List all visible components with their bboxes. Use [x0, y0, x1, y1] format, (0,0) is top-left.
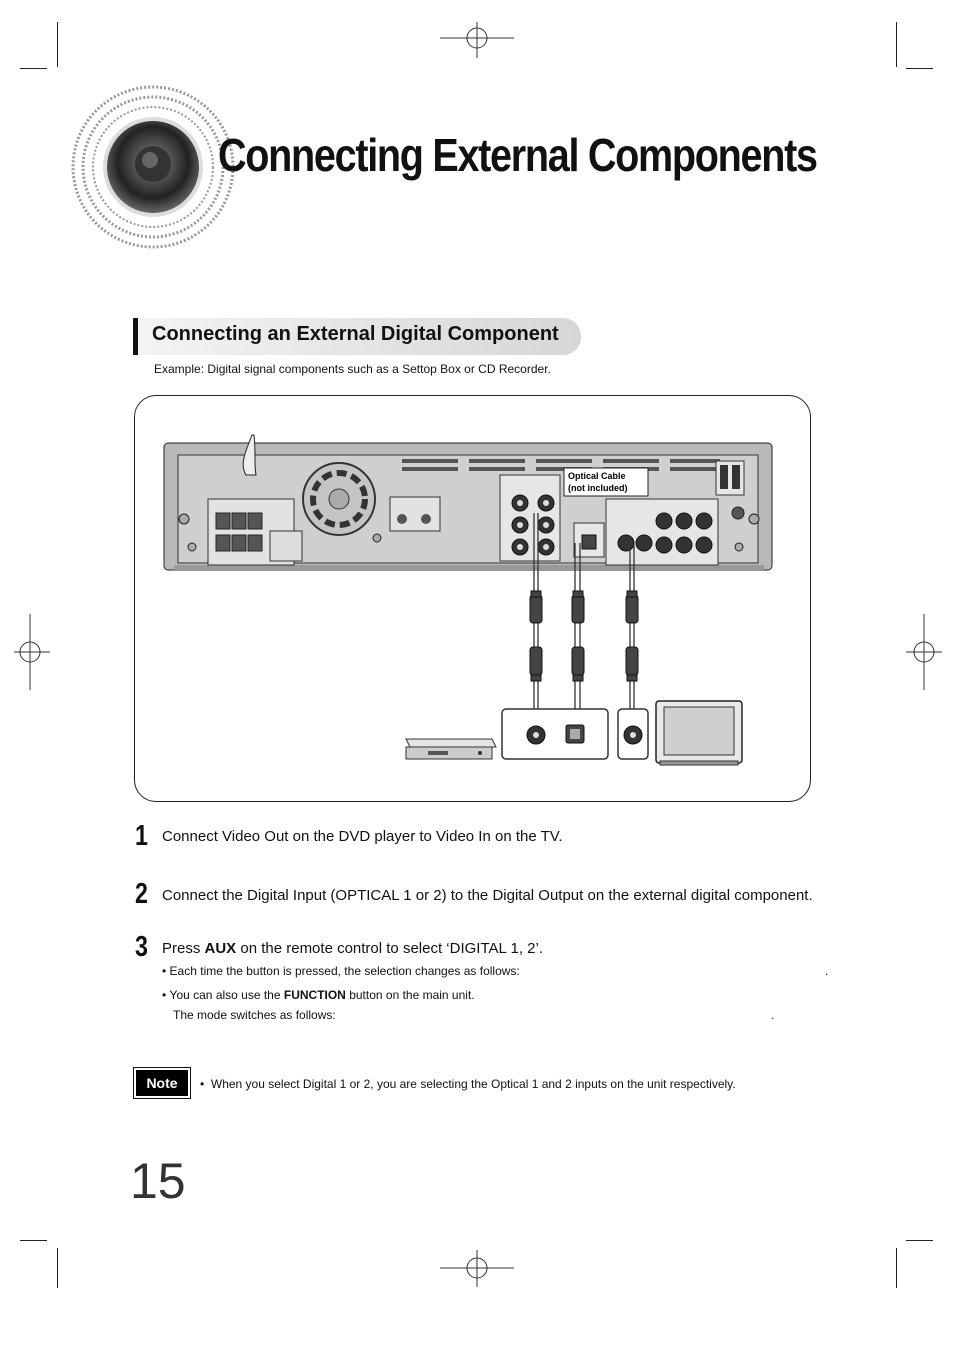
cable-label-1: Optical Cable — [568, 471, 626, 481]
step-text-1: Connect Video Out on the DVD player to Video In on the TV. — [162, 828, 563, 845]
main-unit-rear-panel — [164, 435, 772, 571]
bullet-1-end: . — [825, 964, 829, 978]
step-text-2: Connect the Digital Input (OPTICAL 1 or 2) to the Digital Output on the external digital component. — [162, 887, 813, 904]
bullet-2-end: . — [771, 1008, 775, 1022]
speaker-logo-icon — [68, 84, 238, 254]
page-number: 15 — [130, 1153, 186, 1209]
connection-diagram-illustration — [134, 395, 811, 802]
section-title: Connecting an External Digital Component — [152, 323, 559, 345]
aux-button-label: AUX — [204, 940, 237, 957]
bullet-2: • You can also use the FUNCTION button on the main unit. — [162, 988, 475, 1002]
step-text-3: Press AUX on the remote control to select ‘DIGITAL 1, 2’. — [162, 940, 543, 957]
cable-label-2: (not included) — [568, 483, 628, 493]
step-number-3: 3 — [135, 931, 148, 963]
example-text: Example: Digital signal components such as a Settop Box or CD Recorder. — [154, 362, 551, 376]
bullet-2-line2: The mode switches as follows: — [173, 1008, 336, 1022]
step-number-1: 1 — [135, 820, 148, 852]
bullet-1: • Each time the button is pressed, the selection changes as follows: — [162, 964, 520, 978]
page-title: Connecting External Components — [218, 129, 817, 181]
note-label: Note — [133, 1067, 191, 1099]
step-number-2: 2 — [135, 878, 148, 910]
tv-icon — [656, 701, 742, 765]
settop-box-icon — [406, 739, 496, 759]
function-button-label: FUNCTION — [283, 988, 346, 1002]
note-text: • When you select Digital 1 or 2, you are selecting the Optical 1 and 2 inputs on the unit respectively. — [200, 1077, 736, 1091]
